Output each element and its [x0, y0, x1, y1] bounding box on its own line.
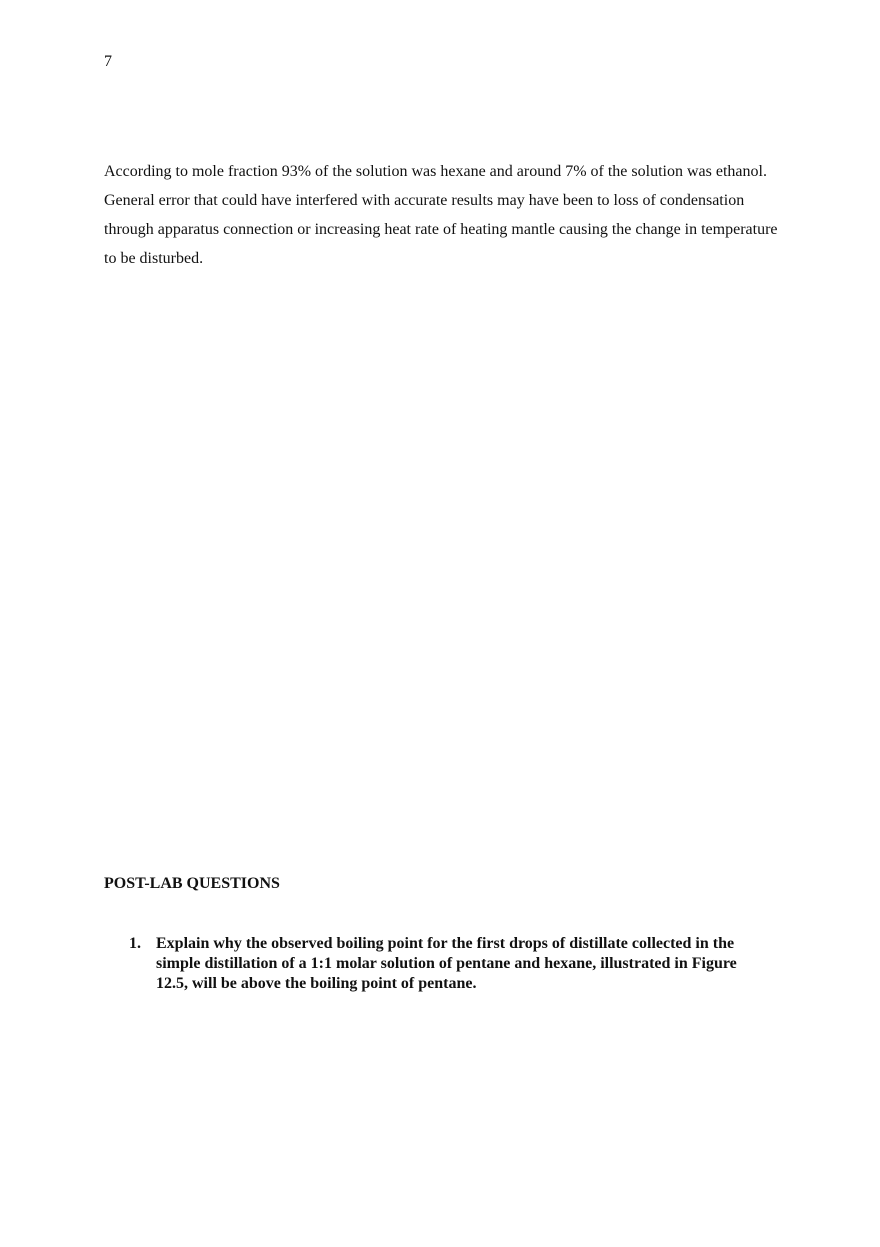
question-number: 1. — [129, 935, 141, 952]
question-item — [129, 934, 769, 994]
section-heading-post-lab: POST-LAB QUESTIONS — [104, 875, 280, 892]
body-paragraph: According to mole fraction 93% of the solution was hexane and around 7% of the solution was ethanol. General error that could have interfered with accurate results may have been to loss of condensation through apparatus connection or increasing heat rate of heating mantle causing the change in temperature to be disturbed. — [104, 163, 778, 267]
page-number: 7 — [104, 53, 112, 70]
question-list — [129, 934, 769, 994]
question-text: Explain why the observed boiling point for the first drops of distillate collected in the simple distillation of a 1:1 molar solution of pentane and hexane, illustrated in Figure 12.5, will be above the boiling point of pentane. — [156, 935, 737, 992]
